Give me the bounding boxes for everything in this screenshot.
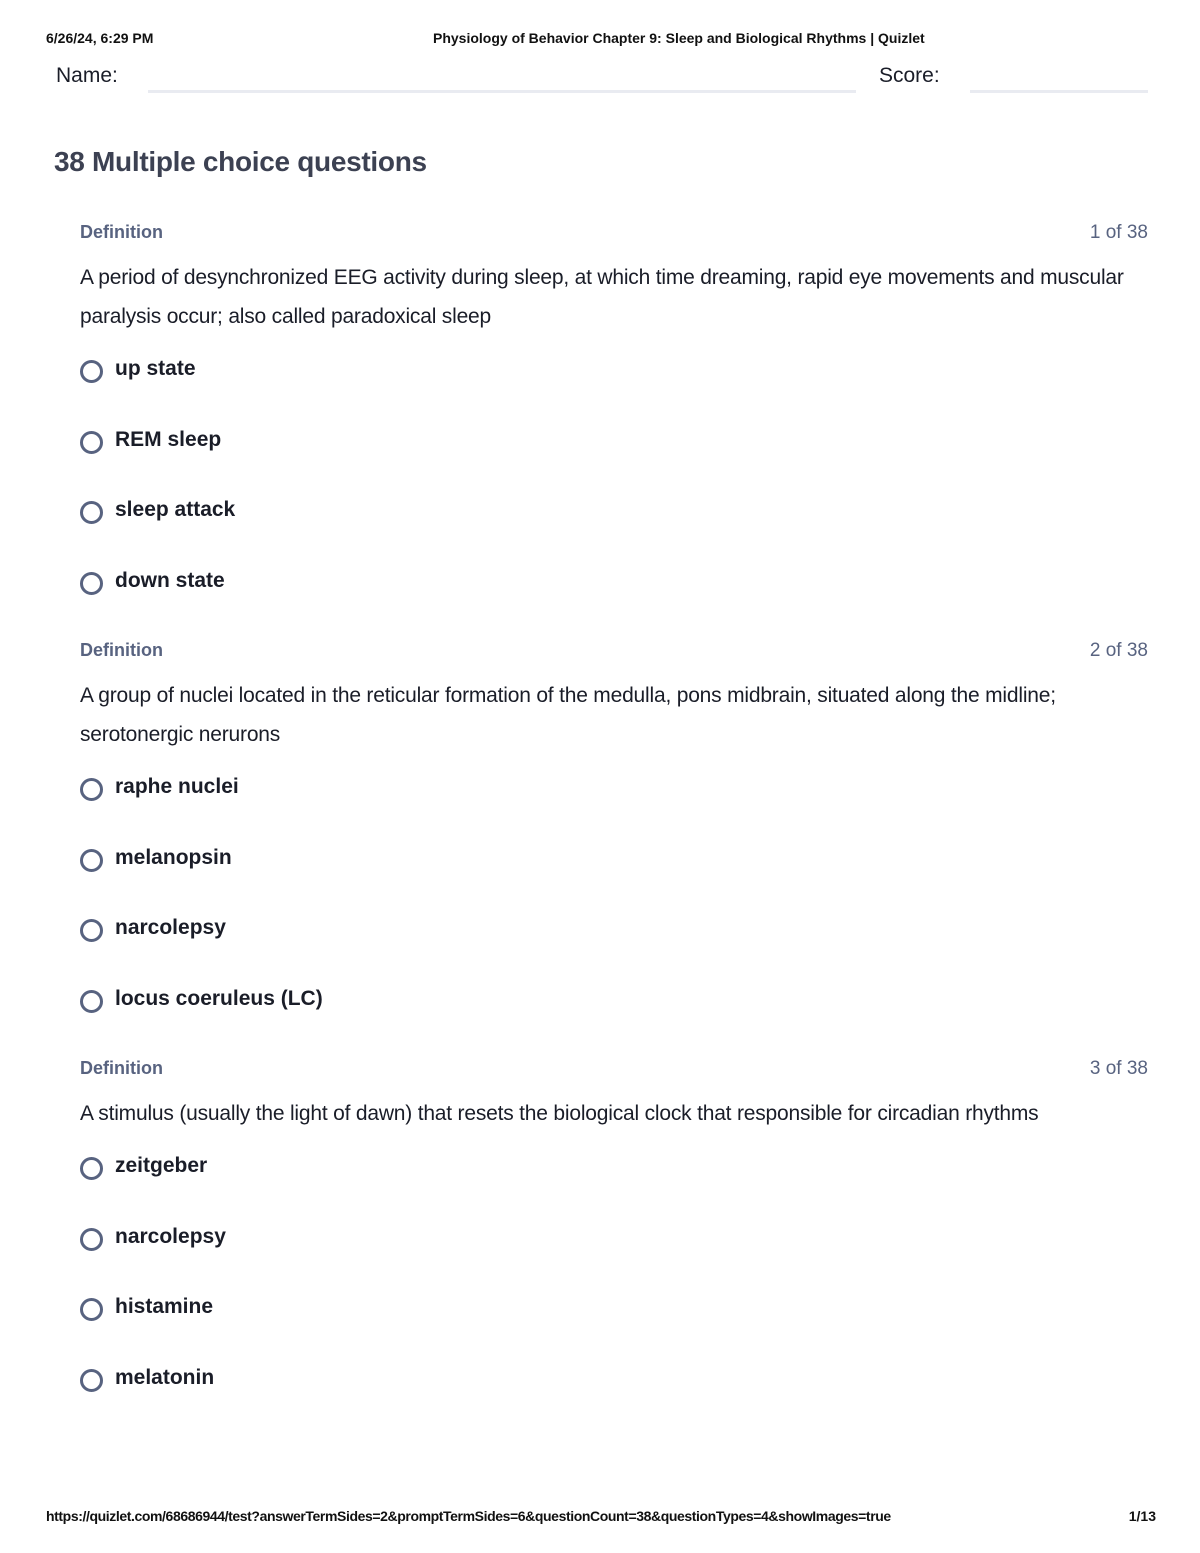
answer-options <box>80 770 1148 1053</box>
answer-option[interactable] <box>80 352 1148 423</box>
answer-option[interactable] <box>80 770 1148 841</box>
answer-option-label: locus coeruleus (LC) <box>115 987 323 1011</box>
answer-option[interactable] <box>80 1149 1148 1220</box>
answer-options <box>80 1149 1148 1432</box>
question-count: 1 of 38 <box>1089 222 1148 243</box>
question-kind: Definition <box>80 640 163 660</box>
answer-option-label: narcolepsy <box>115 916 226 940</box>
answer-option-label: down state <box>115 569 225 593</box>
question-header <box>80 222 1148 246</box>
radio-icon[interactable] <box>80 501 103 524</box>
answer-option-label: melanopsin <box>115 845 232 869</box>
question-card <box>80 222 1148 635</box>
answer-option[interactable] <box>80 1290 1148 1361</box>
print-date: 6/26/24, 6:29 PM <box>46 30 154 46</box>
page-number: 1/13 <box>1128 1508 1156 1524</box>
answer-options <box>80 352 1148 635</box>
answer-option[interactable] <box>80 1220 1148 1291</box>
answer-option[interactable] <box>80 423 1148 494</box>
answer-option-label: REM sleep <box>115 427 222 451</box>
question-prompt: A group of nuclei located in the reticular formation of the medulla, pons midbrain, situated along the midline; serotonergic nerurons <box>80 684 1056 746</box>
name-field[interactable] <box>148 90 856 93</box>
radio-icon[interactable] <box>80 360 103 383</box>
answer-option[interactable] <box>80 911 1148 982</box>
score-label: Score: <box>879 64 940 87</box>
radio-icon[interactable] <box>80 849 103 872</box>
answer-option-label: melatonin <box>115 1366 215 1390</box>
radio-icon[interactable] <box>80 1157 103 1180</box>
question-card <box>80 1058 1148 1432</box>
question-header <box>80 1058 1148 1082</box>
name-score-row <box>56 60 1148 100</box>
question-count: 3 of 38 <box>1089 1058 1148 1079</box>
answer-option[interactable] <box>80 493 1148 564</box>
radio-icon[interactable] <box>80 572 103 595</box>
score-field[interactable] <box>970 90 1148 93</box>
print-url: https://quizlet.com/68686944/test?answerTermSides=2&promptTermSides=6&questionCount=38&questionTypes=4&showImages=true <box>46 1508 891 1524</box>
question-header <box>80 640 1148 664</box>
question-kind: Definition <box>80 222 163 242</box>
question-kind: Definition <box>80 1058 163 1078</box>
radio-icon[interactable] <box>80 1369 103 1392</box>
answer-option-label: zeitgeber <box>115 1154 208 1177</box>
print-footer <box>46 1508 1156 1528</box>
question-prompt: A period of desynchronized EEG activity during sleep, at which time dreaming, rapid eye movements and muscular paralysis occur; also called paradoxical sleep <box>80 266 1124 328</box>
question-card <box>80 640 1148 1053</box>
answer-option[interactable] <box>80 841 1148 912</box>
section-title: 38 Multiple choice questions <box>54 146 427 177</box>
radio-icon[interactable] <box>80 919 103 942</box>
radio-icon[interactable] <box>80 778 103 801</box>
question-count: 2 of 38 <box>1089 640 1148 661</box>
radio-icon[interactable] <box>80 1228 103 1251</box>
radio-icon[interactable] <box>80 990 103 1013</box>
answer-option[interactable] <box>80 564 1148 635</box>
answer-option-label: sleep attack <box>115 498 236 522</box>
answer-option[interactable] <box>80 982 1148 1053</box>
radio-icon[interactable] <box>80 1298 103 1321</box>
question-prompt: A stimulus (usually the light of dawn) that resets the biological clock that responsible for circadian rhythms <box>80 1102 1039 1125</box>
answer-option-label: histamine <box>115 1295 214 1319</box>
print-title: Physiology of Behavior Chapter 9: Sleep and Biological Rhythms | Quizlet <box>433 30 925 46</box>
answer-option-label: up state <box>115 357 196 380</box>
radio-icon[interactable] <box>80 431 103 454</box>
answer-option[interactable] <box>80 1361 1148 1432</box>
answer-option-label: raphe nuclei <box>115 775 239 798</box>
print-header <box>46 30 1154 50</box>
name-label: Name: <box>56 64 118 87</box>
answer-option-label: narcolepsy <box>115 1224 226 1248</box>
